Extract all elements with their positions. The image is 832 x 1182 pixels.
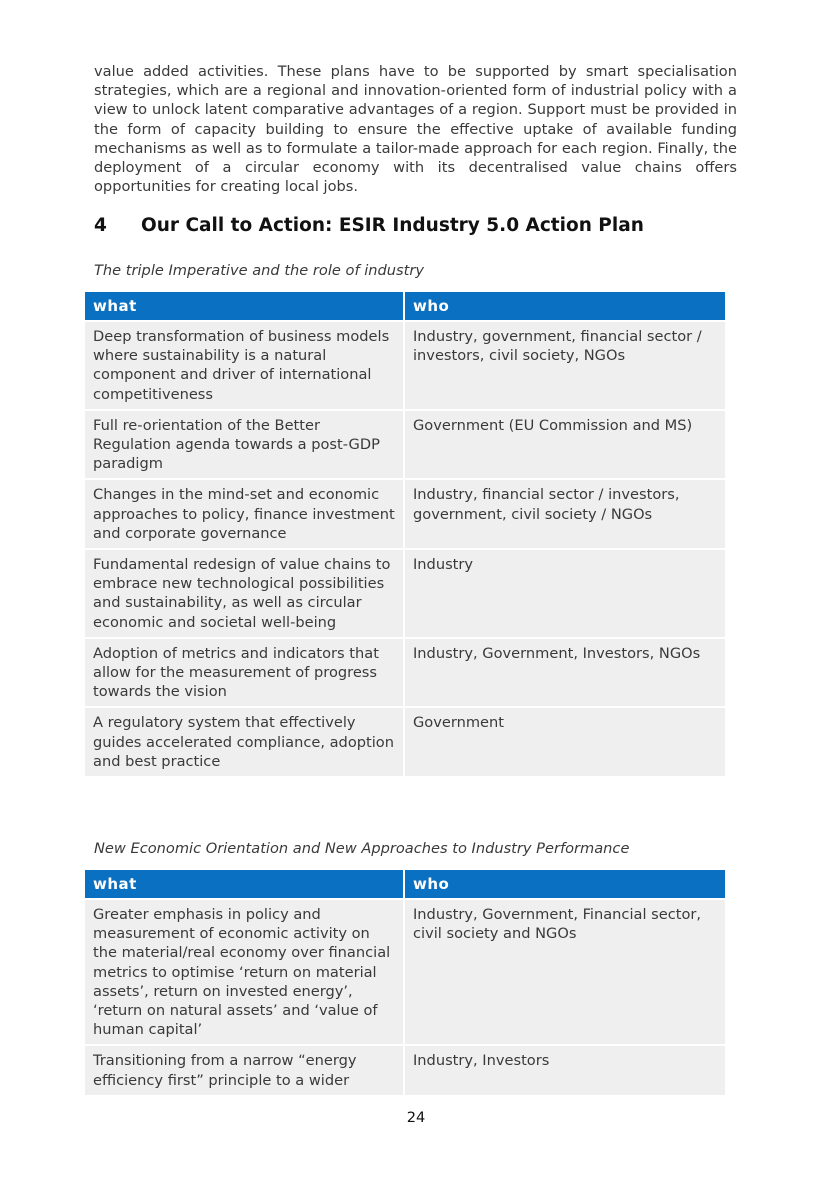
section-title: Our Call to Action: ESIR Industry 5.0 Action Plan xyxy=(141,215,644,236)
table2-caption: New Economic Orientation and New Approaches to Industry Performance xyxy=(94,840,630,857)
cell-what: Full re-orientation of the Better Regulation agenda towards a post-GDP paradigm xyxy=(85,411,403,479)
cell-what: Adoption of metrics and indicators that allow for the measurement of progress towards the vision xyxy=(85,639,403,707)
section-number: 4 xyxy=(94,215,107,236)
cell-what: Transitioning from a narrow “energy efficiency first” principle to a wider xyxy=(85,1046,403,1094)
cell-who: Industry, Investors xyxy=(405,1046,725,1094)
table-row xyxy=(85,322,725,409)
column-header-what: what xyxy=(85,292,403,320)
column-header-what: what xyxy=(85,870,403,898)
table-header-row xyxy=(85,292,725,320)
cell-who: Industry, financial sector / investors, government, civil society / NGOs xyxy=(405,480,725,548)
column-header-who: who xyxy=(405,870,725,898)
cell-who: Industry xyxy=(405,550,725,637)
table-row xyxy=(85,1046,725,1094)
cell-who: Industry, Government, Investors, NGOs xyxy=(405,639,725,707)
cell-who: Government xyxy=(405,708,725,776)
table-triple-imperative xyxy=(83,290,727,778)
cell-what: Changes in the mind-set and economic approaches to policy, finance investment and corporate governance xyxy=(85,480,403,548)
cell-what: Fundamental redesign of value chains to embrace new technological possibilities and sustainability, as well as circular economic and societal well-being xyxy=(85,550,403,637)
column-header-who: who xyxy=(405,292,725,320)
table-row xyxy=(85,411,725,479)
table-row xyxy=(85,480,725,548)
cell-what: Greater emphasis in policy and measurement of economic activity on the material/real economy over financial metrics to optimise ‘return on material assets’, return on invested energy’, ‘return on natural assets’ and ‘value of human capital’ xyxy=(85,900,403,1044)
page-number: 24 xyxy=(406,1109,426,1126)
cell-who: Industry, government, financial sector / investors, civil society, NGOs xyxy=(405,322,725,409)
intro-paragraph: value added activities. These plans have to be supported by smart specialisation strategies, which are a regional and innovation-oriented form of industrial policy with a view to unlock latent comparative advantages of a region. Support must be provided in the form of capacity building to ensure the effective uptake of available funding mechanisms as well as to formulate a tailor-made approach for each region. Finally, the deployment of a circular economy with its decentralised value chains offers opportunities for creating local jobs. xyxy=(94,63,737,196)
table-header-row xyxy=(85,870,725,898)
section-heading xyxy=(94,215,744,236)
table-row xyxy=(85,900,725,1044)
table-row xyxy=(85,639,725,707)
cell-who: Government (EU Commission and MS) xyxy=(405,411,725,479)
cell-what: A regulatory system that effectively guides accelerated compliance, adoption and best practice xyxy=(85,708,403,776)
table1-caption: The triple Imperative and the role of industry xyxy=(94,262,424,279)
cell-what: Deep transformation of business models where sustainability is a natural component and driver of international competitiveness xyxy=(85,322,403,409)
table-row xyxy=(85,550,725,637)
table-economic-orientation xyxy=(83,868,727,1097)
table-row xyxy=(85,708,725,776)
cell-who: Industry, Government, Financial sector, civil society and NGOs xyxy=(405,900,725,1044)
